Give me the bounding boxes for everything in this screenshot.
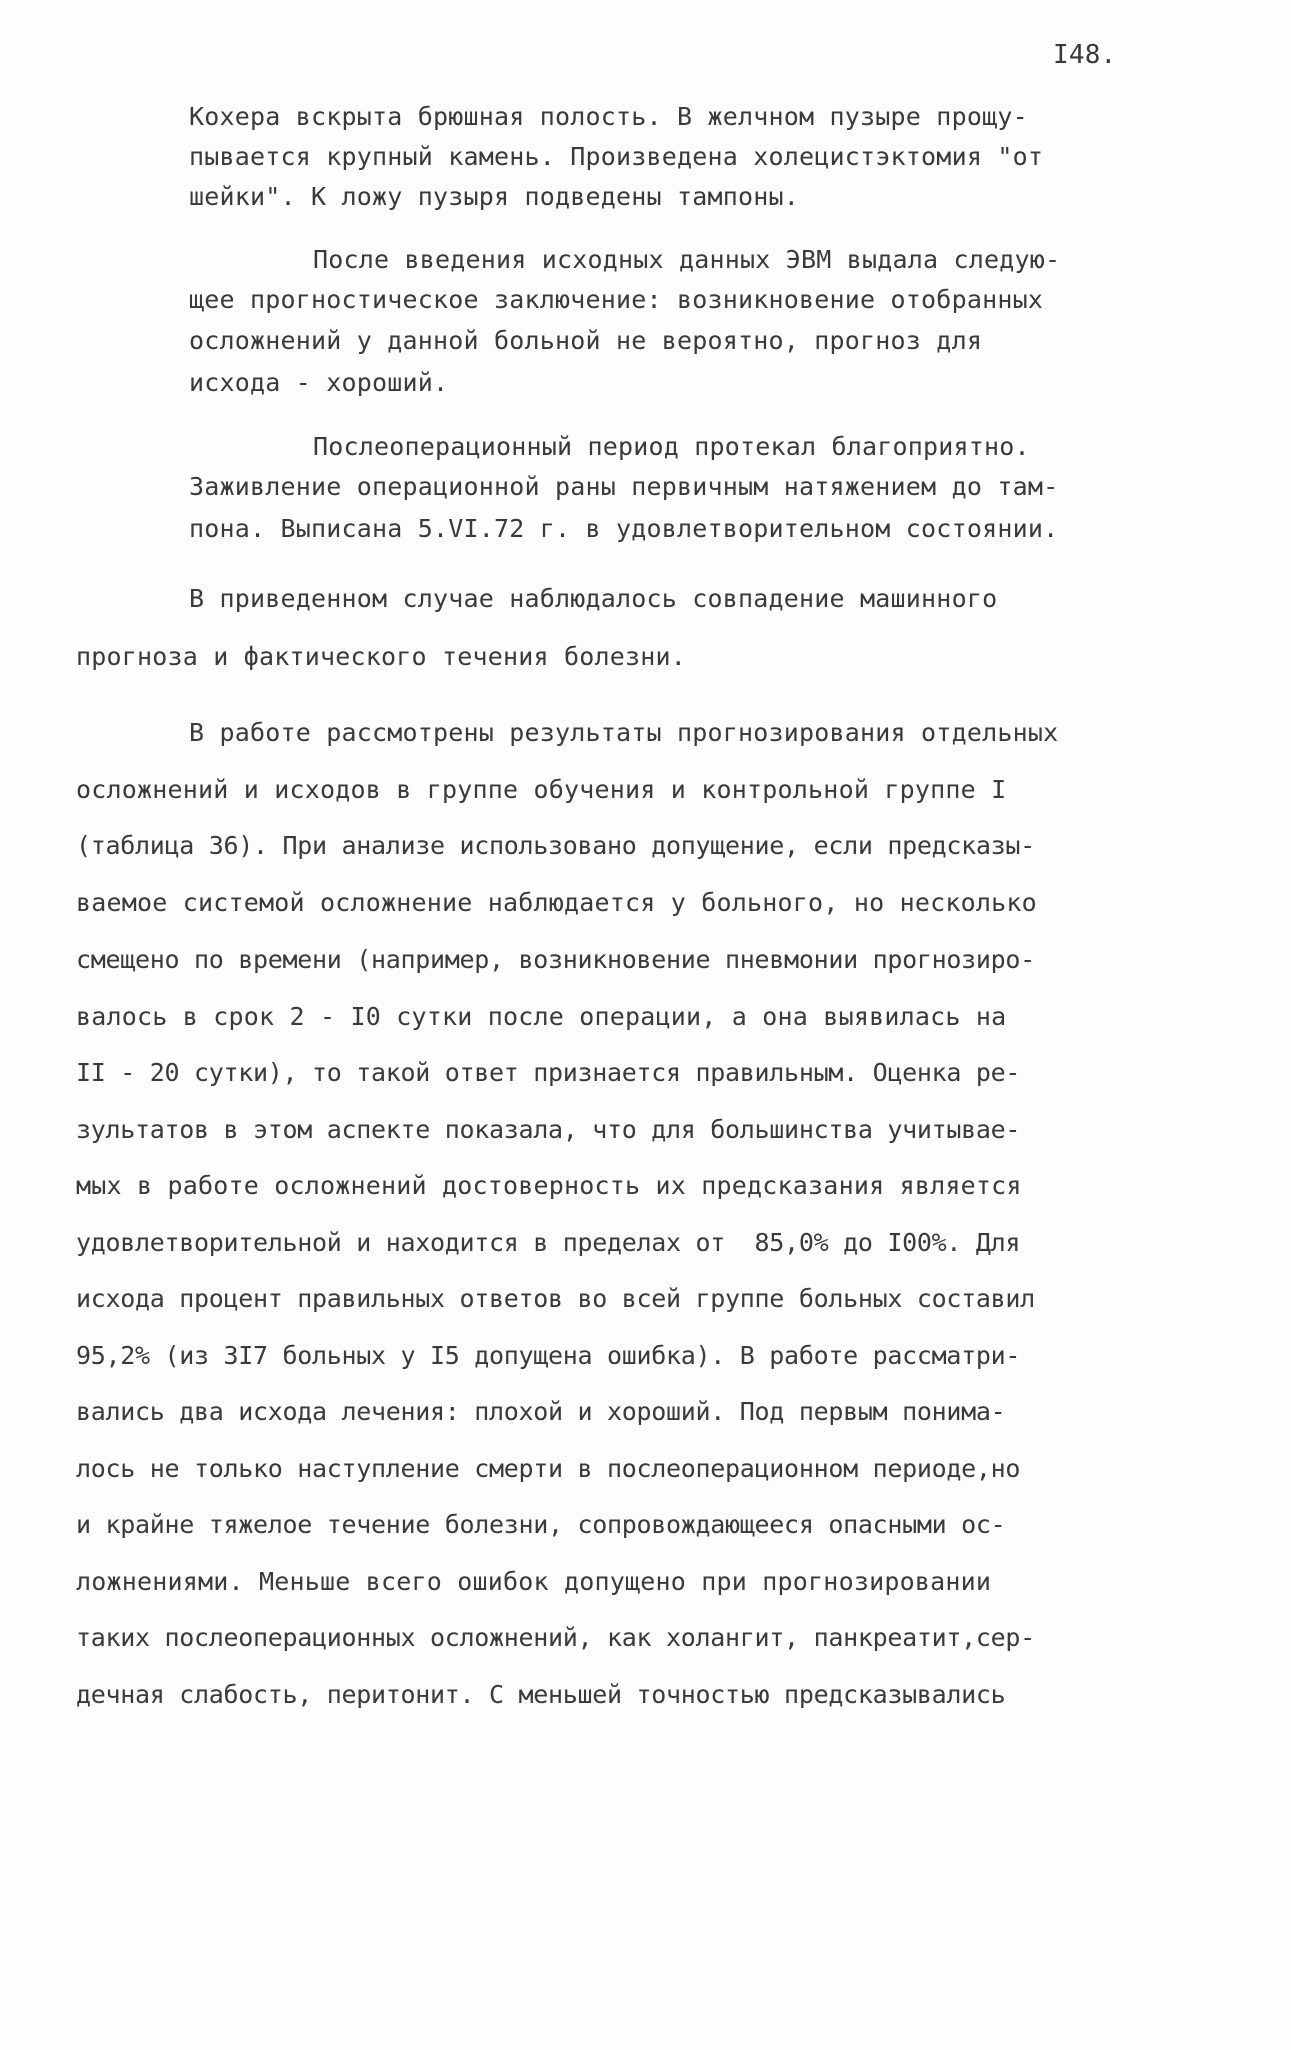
text-line: ваемое системой осложнение наблюдается у больного, но несколько — [76, 888, 1037, 917]
text-line: Заживление операционной раны первичным натяжением до там- — [189, 472, 1059, 501]
text-line: вались два исхода лечения: плохой и хороший. Под первым понима- — [76, 1397, 1006, 1426]
text-line: таких послеоперационных осложнений, как холангит, панкреатит,сер- — [76, 1623, 1035, 1652]
text-line: ложнениями. Меньше всего ошибок допущено при прогнозировании — [76, 1567, 992, 1596]
text-line: Кохера вскрыта брюшная полость. В желчном пузыре прощу- — [189, 102, 1028, 131]
text-line: валось в срок 2 - I0 сутки после операции, а она выявилась на — [76, 1002, 1007, 1031]
text-line: дечная слабость, перитонит. С меньшей точностью предсказывались — [76, 1680, 1006, 1709]
text-line: осложнений и исходов в группе обучения и контрольной группе I — [76, 775, 1007, 804]
text-line: II - 20 сутки), то такой ответ признается правильным. Оценка ре- — [76, 1058, 1021, 1087]
text-line: осложнений у данной больной не вероятно, прогноз для — [189, 326, 983, 355]
text-line: После введения исходных данных ЭВМ выдала следую- — [313, 245, 1061, 274]
text-line: 95,2% (из 3I7 больных у I5 допущена ошибка). В работе рассматри- — [76, 1341, 1021, 1370]
text-line: (таблица 36). При анализе использовано допущение, если предсказы- — [76, 831, 1035, 860]
text-line: исхода процент правильных ответов во всей группе больных составил — [76, 1284, 1035, 1313]
text-line: прогноза и фактического течения болезни. — [76, 642, 687, 671]
text-line: лось не только наступление смерти в послеоперационном периоде,но — [76, 1454, 1021, 1483]
text-line: и крайне тяжелое течение болезни, сопровождающееся опасными ос- — [76, 1510, 1006, 1539]
text-line: пывается крупный камень. Произведена холецистэктомия "от — [189, 142, 1044, 171]
text-line: В приведенном случае наблюдалось совпадение машинного — [189, 584, 998, 613]
text-line: смещено по времени (например, возникновение пневмонии прогнозиро- — [76, 945, 1035, 974]
text-line: пона. Выписана 5.VI.72 г. в удовлетворительном состоянии. — [189, 514, 1059, 543]
page-number: I48. — [1053, 40, 1117, 70]
text-line: зультатов в этом аспекте показала, что для большинства учитывае- — [76, 1115, 1021, 1144]
text-line: мых в работе осложнений достоверность их предсказания является — [76, 1171, 1022, 1200]
text-line: исхода - хороший. — [189, 368, 449, 397]
text-line: щее прогностическое заключение: возникновение отобранных — [189, 285, 1044, 314]
text-line: шейки". К ложу пузыря подведены тампоны. — [189, 182, 800, 211]
text-line: Послеоперационный период протекал благоприятно. — [313, 432, 1030, 461]
text-line: удовлетворительной и находится в пределах от 85,0% до I00%. Для — [76, 1228, 1021, 1257]
text-line: В работе рассмотрены результаты прогнозирования отдельных — [189, 718, 1059, 747]
